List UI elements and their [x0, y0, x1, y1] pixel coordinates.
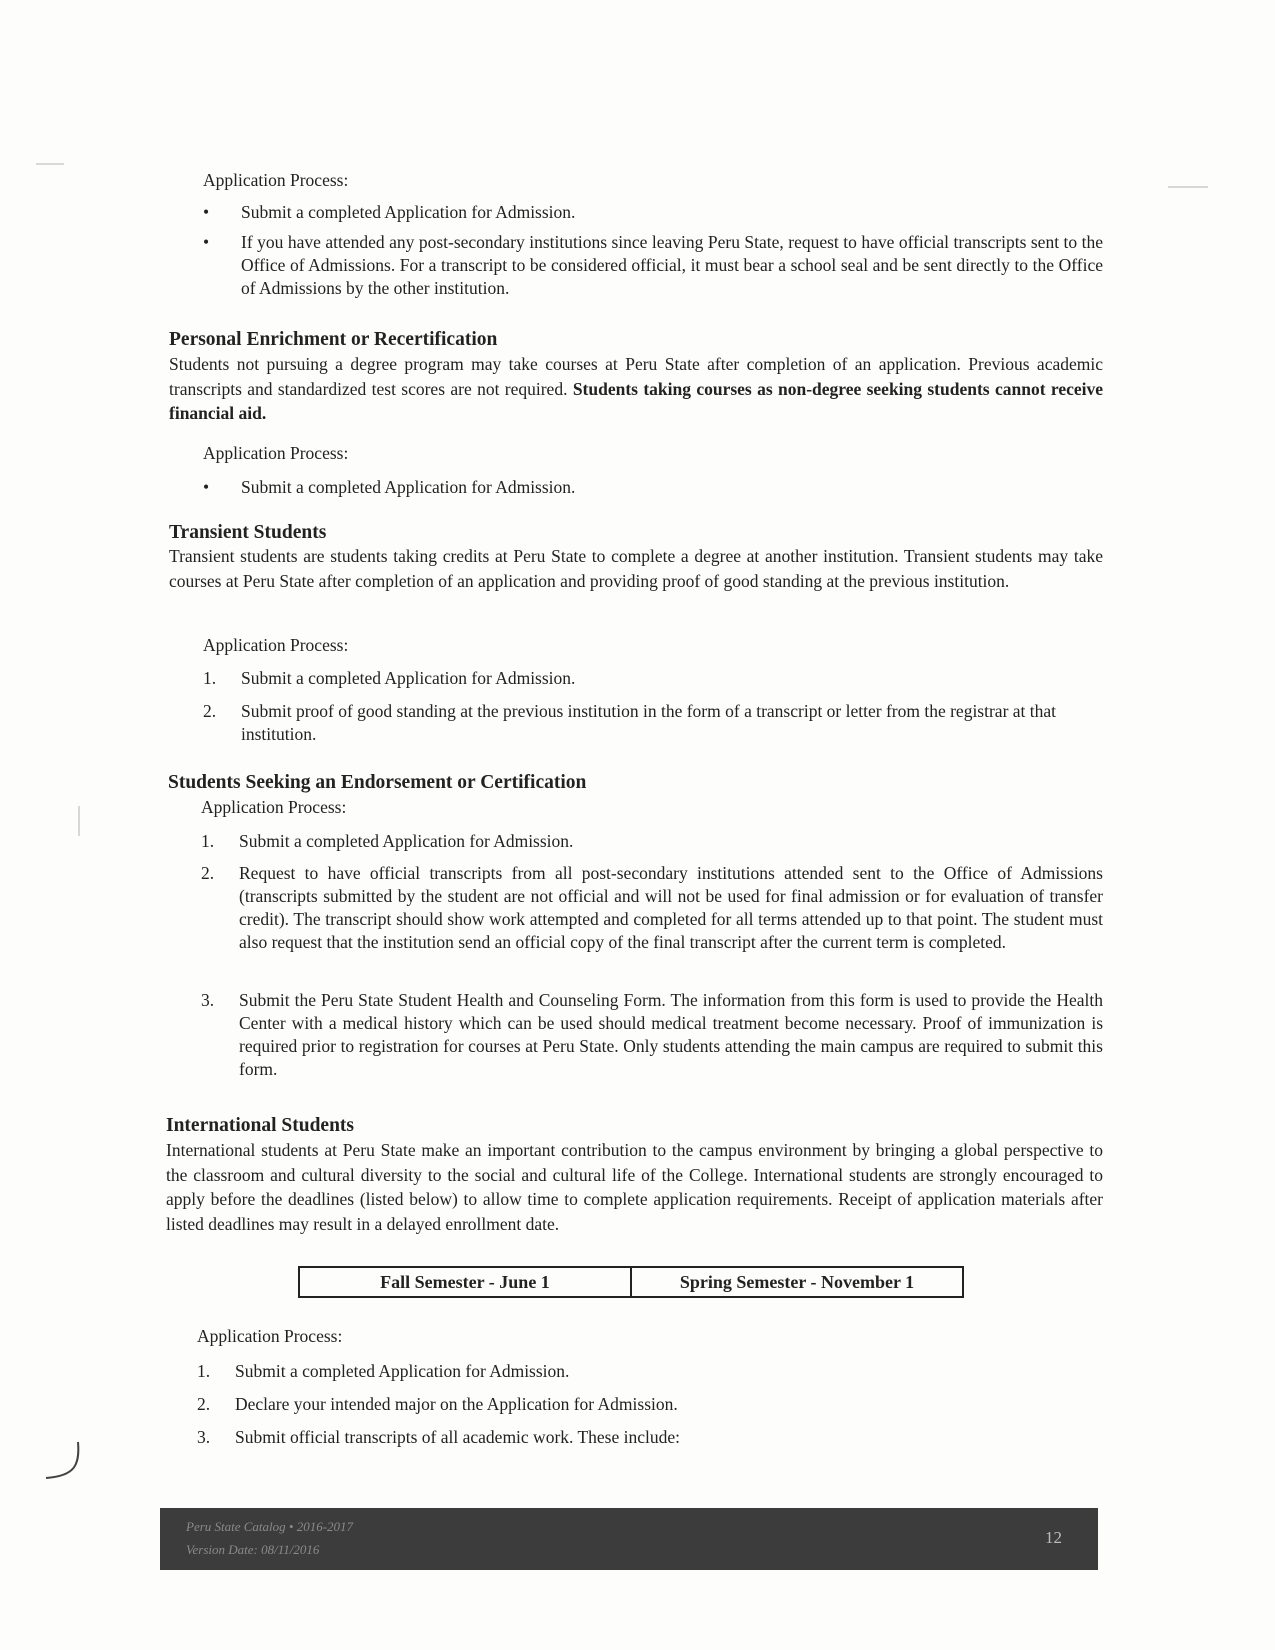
deadline-table: [298, 1266, 964, 1298]
bullet-icon: •: [203, 477, 210, 497]
page-footer: [160, 1508, 1098, 1570]
application-process-label: Application Process:: [203, 170, 349, 190]
application-process-label: Application Process:: [203, 635, 349, 655]
application-process-label: Application Process:: [197, 1326, 343, 1346]
bullet-icon: •: [203, 232, 210, 252]
section-paragraph: Students not pursuing a degree program may take courses at Peru State after completion of an application. Previous academic transcripts and standardized test scores are not required. Students taking courses as non-degree seeking students cannot receive financial aid.: [169, 354, 1103, 423]
section-heading: International Students: [166, 1115, 354, 1136]
catalog-title: Peru State Catalog • 2016-2017: [186, 1519, 354, 1534]
scan-mark: [78, 806, 80, 836]
scan-mark: [36, 163, 64, 165]
section-paragraph: International students at Peru State make an important contribution to the campus environment by bringing a global perspective to the classroom and cultural diversity to the social and cultural life of the College. International students are strongly encouraged to apply before the deadlines (listed below) to allow time to complete application requirements. Receipt of application materials after listed deadlines may result in a delayed enrollment date.: [166, 1140, 1103, 1234]
section-paragraph: Transient students are students taking credits at Peru State to complete a degree at another institution. Transient students may take courses at Peru State after completion of an application and providing proof of good standing at the previous institution.: [169, 546, 1103, 591]
scan-mark: [1168, 186, 1208, 188]
section-heading: Students Seeking an Endorsement or Certification: [168, 772, 587, 793]
bullet-icon: •: [203, 202, 210, 222]
fall-deadline: Fall Semester - June 1: [380, 1272, 550, 1292]
application-process-label: Application Process:: [203, 443, 349, 463]
catalog-page: Application Process: • Submit a completed Application for Admission. • If you have attended any post-secondary institutions since leaving Peru State, request to have official transcripts sent to the Office of Admissions. For a transcript to be considered official, it must bear a school seal and be sent directly to the Office of Admissions by the other institution. Personal Enrichment or Recertification Students not pursuing a degree program may take courses at Peru State after completion of an application. Previous academic transcripts and standardized test scores are not required. Students taking courses as non-degree seeking students cannot receive financial aid. Application Process: • Submit a completed Application for Admission. Transient Students Transient students are students taking credits at Peru State to complete a degree at another institution. Transient students may take courses at Peru State after completion of an application and providing proof of good standing at the previous institution. Application Process: 1. Submit a completed Application for Admission. 2. Submit proof of good standing at the previous institution in the form of a transcript or letter from the registrar at that institution. Students Seeking an Endorsement or Certification Application Process: 1. Submit a completed Application for Admission. 2. Request to have official transcripts from all post-secondary institutions attended sent to the Office of Admissions (transcripts submitted by the student are not official and will not be used for final admission or for evaluation of transfer credit). The transcript should show work attempted and completed for all terms attended up to that point. The student must also request that the institution send an official copy of the final transcript after the current term is completed. 3. Submit the Peru State Student Health and Counseling Form. The information from this form is used to provide the Health Center with a medical history which can be used should medical treatment become necessary. Proof of immunization is required prior to registration for courses at Peru State. Only students attending the main campus are required to submit this form. International Students International students at Peru State make an important contribution to the campus environment by bringing a global perspective to the classroom and cultural diversity to the social and cultural life of the College. International students are strongly encouraged to apply before the deadlines (listed below) to allow time to complete application requirements. Receipt of application materials after listed deadlines may result in a delayed enrollment date. Fall Semester - June 1 Spring Semester - November 1 Application Process: 1. Submit a completed Application for Admission. 2. Declare your intended major on the Application for Admission. 3. Submit official transcripts of all academic work. These include: Peru State Catalog • 2016-2017 Version Date: 08/11/2016 12: [0, 0, 1275, 1650]
section-heading: Transient Students: [169, 522, 327, 543]
page-number: 12: [1045, 1528, 1062, 1547]
application-process-label: Application Process:: [201, 797, 347, 817]
spring-deadline: Spring Semester - November 1: [630, 1268, 962, 1296]
version-date: Version Date: 08/11/2016: [186, 1542, 320, 1557]
section-heading: Personal Enrichment or Recertification: [169, 329, 498, 350]
scan-curve-mark: [40, 1438, 90, 1488]
